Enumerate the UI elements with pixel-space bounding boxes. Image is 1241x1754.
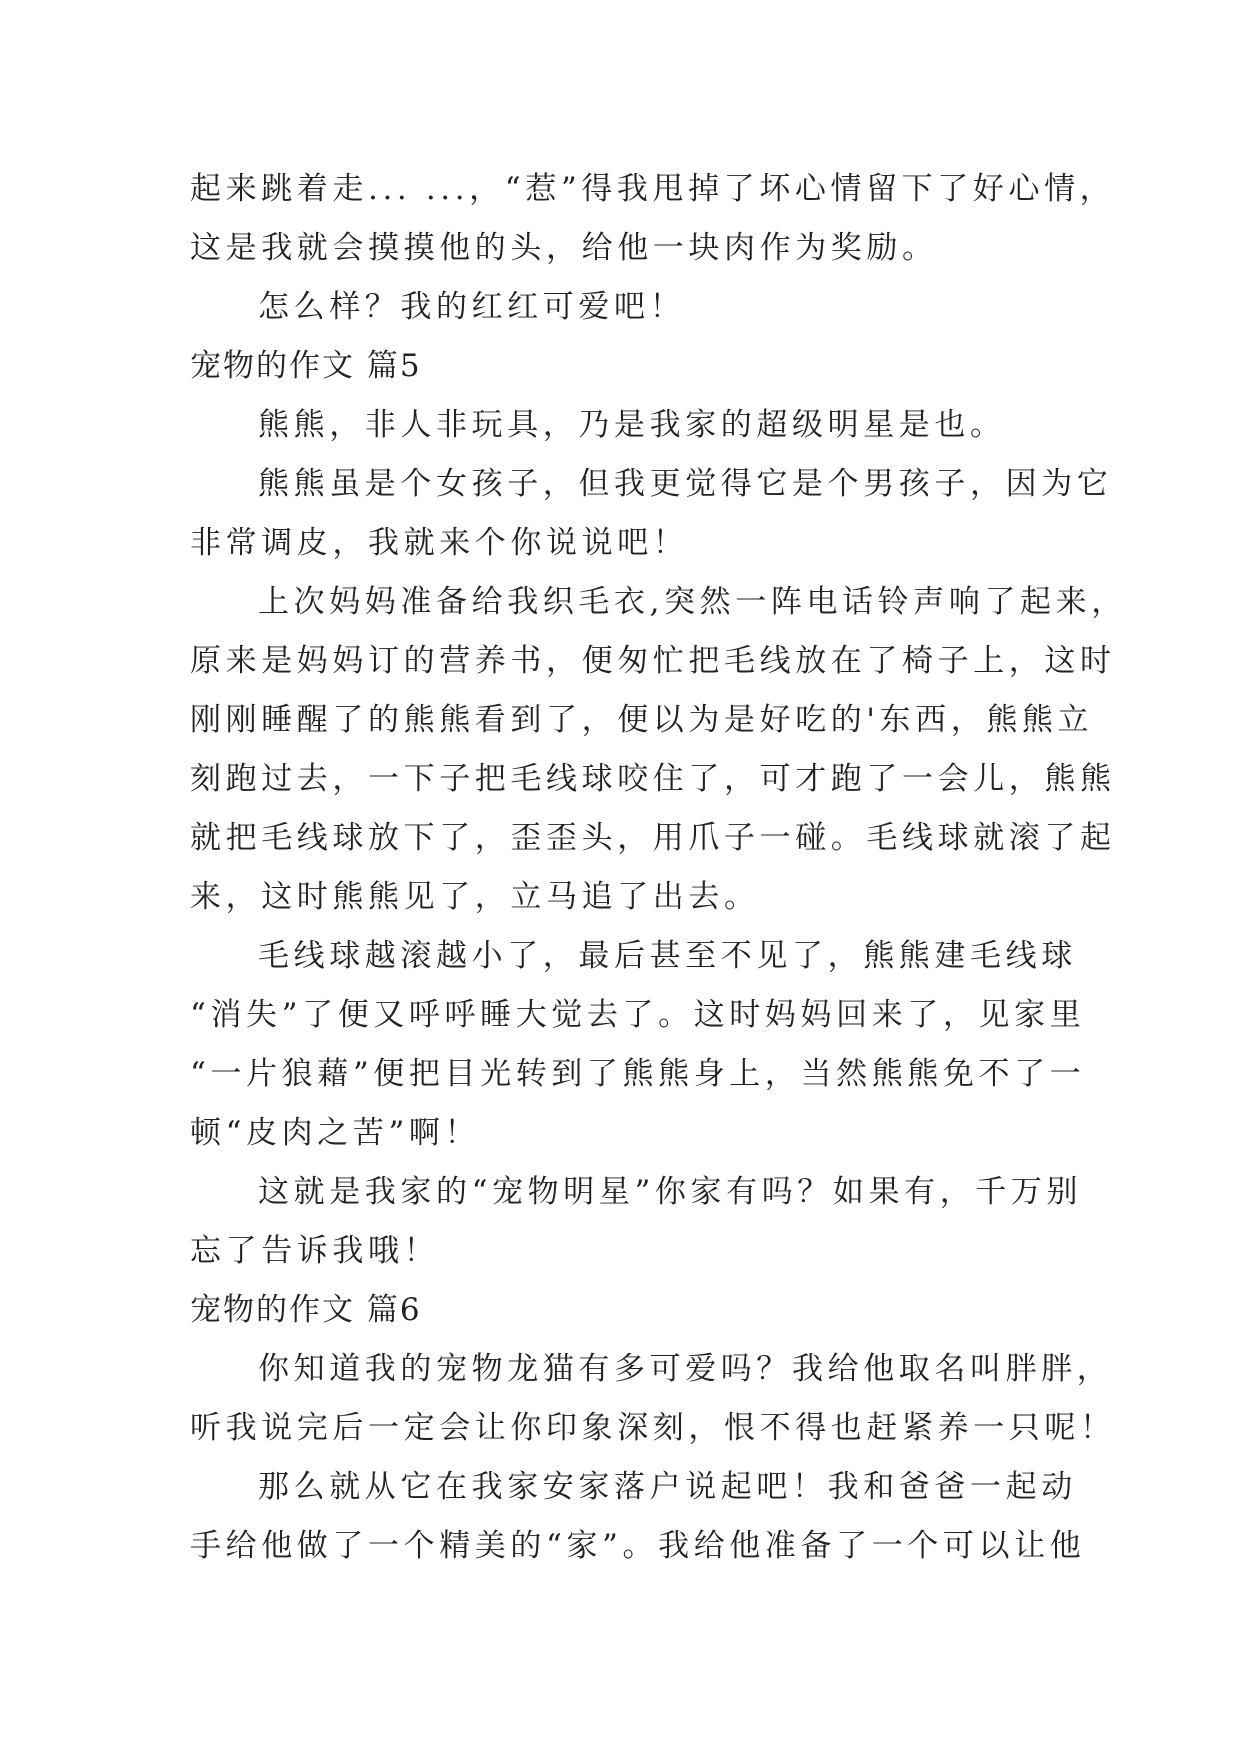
paragraph-line: “一片狼藉”便把目光转到了熊熊身上，当然熊熊免不了一 [190,1056,1086,1092]
paragraph-line: 来，这时熊熊见了，立马追了出去。 [190,879,760,915]
paragraph [190,455,1113,573]
paragraph [190,396,1080,455]
paragraph-line: 非常调皮，我就来个你说说吧！ [190,525,689,561]
paragraph-line: 听我说完后一定会让你印象深刻，恨不得也赶紧养一只呢！ [190,1410,1116,1446]
paragraph-line: 刚刚睡醒了的熊熊看到了，便以为是好吃的'东西，熊熊立 [190,702,1094,738]
heading-text: 宠物的作文 篇6 [190,1292,422,1328]
paragraph-line: 这就是我家的“宠物明星”你家有吗？如果有，千万别 [258,1174,1083,1210]
paragraph-line: 上次妈妈准备给我织毛衣,突然一阵电话铃声响了起来， [258,584,1127,620]
paragraph-line: 这是我就会摸摸他的头，给他一块肉作为奖励。 [190,230,938,266]
paragraph-line: 起来跳着走... ...，“惹”得我甩掉了坏心情留下了好心情， [190,171,1116,207]
paragraph-line: 刻跑过去，一下子把毛线球咬住了，可才跑了一会儿，熊熊 [190,761,1116,797]
paragraph-line: 手给他做了一个精美的“家”。我给他准备了一个可以让他 [190,1528,1086,1564]
section-heading [190,337,1080,396]
paragraph-line: 你知道我的宠物龙猫有多可爱吗？我给他取名叫胖胖， [258,1351,1113,1387]
paragraph-line: 毛线球越滚越小了，最后甚至不见了，熊熊建毛线球 [258,938,1077,974]
paragraph-line: 忘了告诉我哦！ [190,1233,440,1269]
paragraph [190,1163,1083,1281]
section-heading [190,1281,1080,1340]
document-body [190,160,1127,1576]
paragraph [190,1458,1086,1576]
paragraph [190,927,1086,1163]
paragraph [190,278,1080,337]
paragraph-line: 顿“皮肉之苦”啊！ [190,1115,481,1151]
paragraph [190,1340,1116,1458]
paragraph-line: 那么就从它在我家安家落户说起吧！我和爸爸一起动 [258,1469,1077,1505]
paragraph-line: 就把毛线球放下了，歪歪头，用爪子一碰。毛线球就滚了起 [190,820,1116,856]
paragraph [190,160,1116,278]
paragraph-line: “消失”了便又呼呼睡大觉去了。这时妈妈回来了，见家里 [190,997,1086,1033]
paragraph-line: 怎么样？我的红红可爱吧！ [258,289,686,325]
paragraph-line: 熊熊，非人非玩具，乃是我家的超级明星是也。 [258,407,1006,443]
paragraph-line: 熊熊虽是个女孩子，但我更觉得它是个男孩子，因为它 [258,466,1113,502]
heading-text: 宠物的作文 篇5 [190,348,422,384]
paragraph [190,573,1127,927]
paragraph-line: 原来是妈妈订的营养书，便匆忙把毛线放在了椅子上，这时 [190,643,1116,679]
